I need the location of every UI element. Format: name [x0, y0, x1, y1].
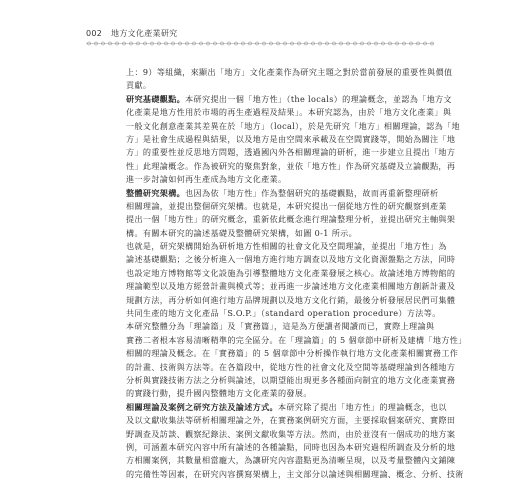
line-text: 也因為依「地方性」作為整個研究的基礎觀點，故而再重新整理研析 [185, 187, 439, 198]
text-line [126, 320, 435, 333]
line-text: 及以文獻收集法等研析相關理論之外，在實務案例研究方面，主要採取個案研究、實際田 [126, 415, 456, 426]
line-text: 一般文化創意產業其差異在於「地方」（local），於是先研究「地方」相關理論，認為「地 [126, 120, 460, 131]
paragraph [126, 187, 456, 241]
line-text: 的實踐行動，提升國內整體地方文化產業的發展。 [126, 388, 312, 399]
line-text: 論述基礎觀點；之後分析進入一個地方進行地方調查以及地方文化資源盤點之方法，同時 [126, 254, 456, 265]
text-line [126, 187, 439, 200]
bold-heading: 相關理論及案例之研究方法及論述方式。 [126, 401, 278, 412]
line-text: 提出一個「地方性」的研究概念，重新依此概念進行理論整理分析，並提出研究主軸與架 [126, 214, 456, 225]
line-text: 進一步討論如何再生產成為地方文化產業。 [126, 174, 287, 185]
line-text: 上：9）等組織，來顯出「地方」文化產業作為研究主題之對於當前發展的重要性與價值 [126, 67, 453, 77]
line-text: 也就是，研究架構開始為研析地方性相關的社會文化及空間理論，並提出「地方性」為 [126, 241, 447, 252]
line-text: 的計畫、技術與方法等。在各篇段中，從地方性的社會文化及空間等基礎理論到各種地方 [126, 361, 456, 372]
line-text: 本研究提出一個「地方性」（the locals）的理論概念，並認為「地方文 [185, 93, 452, 104]
text-line [126, 173, 396, 186]
text-line [126, 334, 467, 347]
line-text: 共同生產的地方文化產品「S.O.P.」（standard operation procedure）方法等。 [126, 308, 441, 319]
line-text: 規劃方法，再分析如何進行地方品牌規劃以及地方文化行銷，最後分析發展居民們可集體 [126, 294, 456, 305]
line-text: 性」此理論概念。作為被研究的聚焦對象，並依「地方性」作為研究基礎及立論觀點，再 [126, 160, 456, 171]
paragraph [126, 401, 464, 481]
line-text: 例，可涵蓋本研究內容中所有論述的各種論點，同時也因為本研究過程所調查及分析的地 [126, 441, 456, 452]
text-line [126, 280, 456, 293]
text-line [126, 267, 456, 280]
running-header [86, 28, 177, 39]
line-text: 相關理論，並提出整個研究架構。也就是，本研究提出一個從地方性的研究觀察到產業 [126, 200, 447, 211]
line-text: 貢獻。 [126, 80, 152, 91]
text-line [126, 79, 396, 92]
text-line [126, 307, 441, 320]
line-text: 理論範型以及地方經營計畫與模式等；並再進一步論述地方文化產業相關地方創新計畫及 [126, 281, 456, 292]
text-line [126, 361, 456, 374]
text-line [126, 106, 452, 119]
line-text: 方」是社會生成過程與結果，以及地方是由空間來承載及在空間實踐等，開始為關注「地 [126, 133, 456, 144]
body-text [126, 66, 467, 481]
line-text: 化產業是地方性用於市場的再生產過程及結果」。本研究認為，由於「地方文化產業」與 [126, 107, 452, 118]
text-line [126, 387, 396, 400]
text-line [126, 227, 396, 240]
text-line [126, 347, 459, 360]
text-line [126, 401, 447, 414]
paragraph [126, 240, 456, 320]
line-text: 方」的重要性並反思地方問題，透過國內外各相關理論的研析，進一步建立且提出「地方 [126, 147, 456, 158]
text-line [126, 414, 456, 427]
line-text: 方相關案例，其數量相當龐大，為讓研究內容盡點更為清晰呈現，以及考量整體內文鋪陳 [126, 455, 456, 466]
line-text: 本研究除了提出「地方性」的理論概念，也以 [278, 401, 447, 412]
text-line [126, 294, 456, 307]
text-line [126, 160, 456, 173]
line-text: 本研究整體分為「理論篇」及「實務篇」，這是為方便讀者閱讀而已，實際上理論與 [126, 321, 435, 332]
text-line [126, 120, 460, 133]
text-line [126, 253, 456, 266]
text-line [126, 66, 453, 79]
running-title: 地方文化產業研究 [111, 29, 178, 38]
bold-heading: 整體研究架構。 [126, 187, 186, 198]
text-line [126, 200, 447, 213]
paragraph [126, 320, 467, 400]
text-line [126, 454, 456, 467]
line-text: 也設定地方博物館等文化設施為引導整體地方文化產業發展之核心。故論述地方博物館的 [126, 267, 456, 278]
header-ornament-rule [86, 41, 434, 46]
line-text: 相關的理論及概念。在「實務篇」的 5 個章節中分析操作執行地方文化產業相關實務工作 [126, 348, 459, 359]
line-text: 分析與實踐技術方法之分析與論述，以期望能出現更多各種面向制宜的地方文化產業實務 [126, 374, 456, 385]
text-line [126, 374, 456, 387]
text-line [126, 213, 456, 226]
paragraph [126, 93, 460, 187]
page-number: 002 [86, 29, 103, 38]
text-line [126, 93, 452, 106]
text-line [126, 146, 456, 159]
line-text: 野調查及訪談、觀察紀錄法、案例文獻收集等方法。然而，由於並沒有一個成功的地方案 [126, 428, 456, 439]
line-text: 實務二者根本容易清晰精準的完全區分。在「理論篇」的 5 個章節中研析及建構「地方性」 [126, 334, 467, 345]
line-text: 的完備性等因素，在研究內容撰寫架構上，主文部分以論述與相關理論、概念、分析、技術 [126, 468, 464, 479]
text-line [126, 441, 456, 454]
text-line [126, 428, 456, 441]
text-line [126, 133, 456, 146]
bold-heading: 研究基礎觀點。 [126, 93, 186, 104]
line-text: 構。有關本研究的論述基礎及整體研究架構，如圖 0-1 所示。 [126, 227, 358, 238]
text-line [126, 240, 447, 253]
text-line [126, 468, 464, 481]
paragraph [126, 66, 453, 93]
